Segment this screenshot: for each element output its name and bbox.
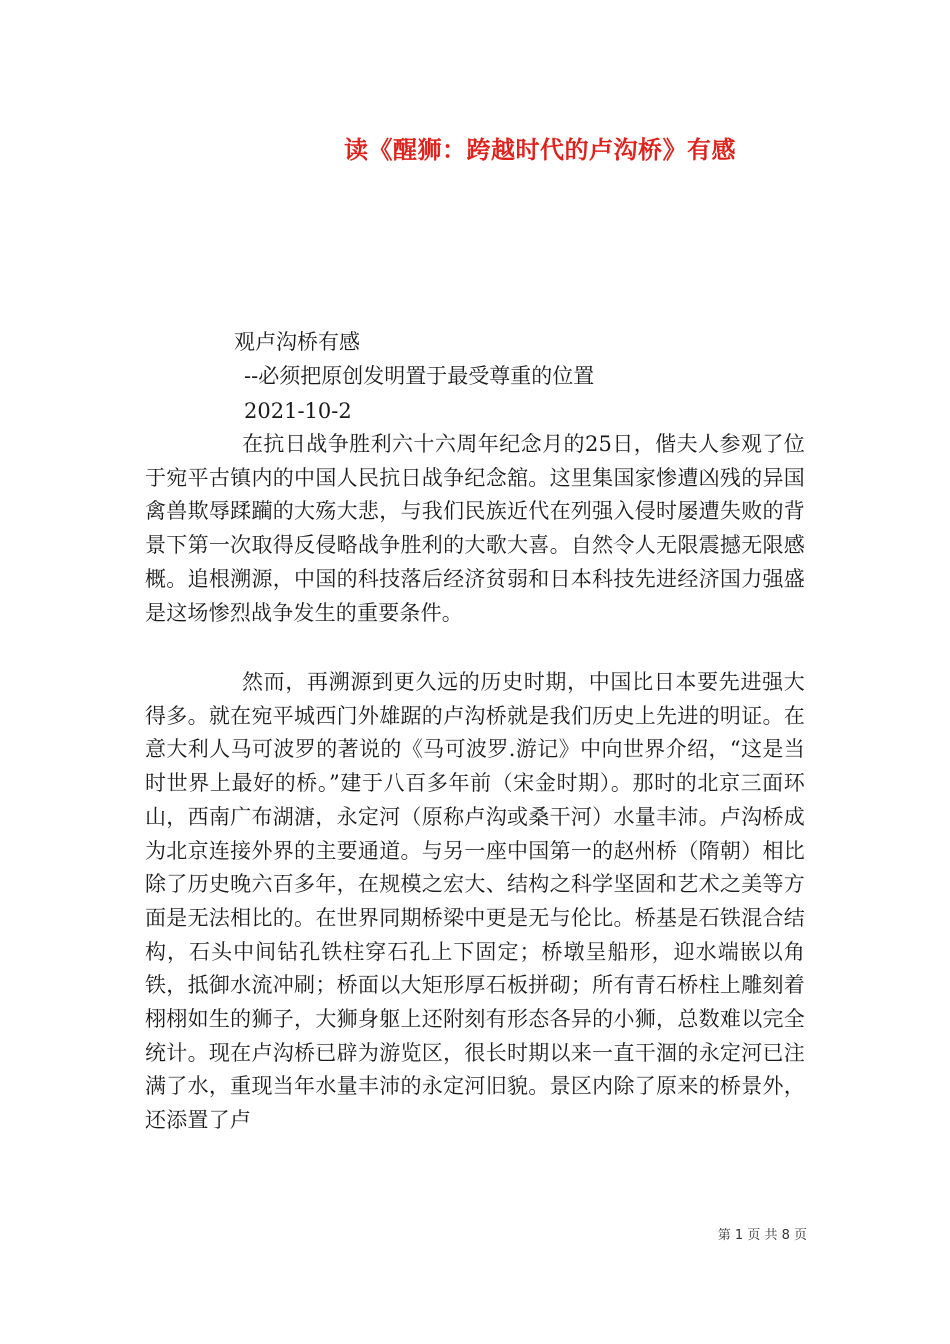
page-footer: 第 1 页 共 8 页 [717,1228,807,1243]
document-title: 读《醒狮：跨越时代的卢沟桥》有感 [344,135,736,164]
paragraph-1: 在抗日战争胜利六十六周年纪念月的25日，偕夫人参观了位于宛平古镇内的中国人民抗日战争纪念舘。这里集国家惨遭凶残的异国禽兽欺辱蹂躏的大殇大悲，与我们民族近代在列强入侵时屡遭失败的背景下第一次取得反侵略战争胜利的大歌大喜。自然令人无限震撼无限感概。追根溯源，中国的科技落后经济贫弱和日本科技先进经济国力强盛是这场惨烈战争发生的重要条件。 [145,432,805,625]
article-subtitle: --必须把原创发明置于最受尊重的位置 [244,364,595,388]
paragraph-2: 然而，再溯源到更久远的历史时期，中国比日本要先进强大得多。就在宛平城西门外雄踞的卢沟桥就是我们历史上先进的明证。在意大利人马可波罗的著说的《马可波罗.游记》中向世界介绍，“这是当时世界上最好的桥。”建于八百多年前（宋金时期）。那时的北京三面环山，西南广布湖溏，永定河（原称卢沟或桑干河）水量丰沛。卢沟桥成为北京连接外界的主要通道。与另一座中国第一的赵州桥（隋朝）相比除了历史晚六百多年，在规模之宏大、结构之科学坚固和艺术之美等方面是无法相比的。在世界同期桥梁中更是无与伦比。桥基是石铁混合结构，石头中间钻孔铁柱穿石孔上下固定；桥墩呈船形，迎水端嵌以角铁，抵御水流冲刷；桥面以大矩形厚石板拼砌；所有青石桥柱上雕刻着栩栩如生的狮子，大狮身躯上还附刻有形态各异的小狮，总数难以完全统计。现在卢沟桥已辟为游览区，很长时期以来一直干涸的永定河已注满了水，重现当年水量丰沛的永定河旧貌。景区内除了原来的桥景外，还添置了卢 [145,670,805,1133]
article-date: 2021-10-2 [244,399,352,423]
article-heading: 观卢沟桥有感 [234,330,360,354]
